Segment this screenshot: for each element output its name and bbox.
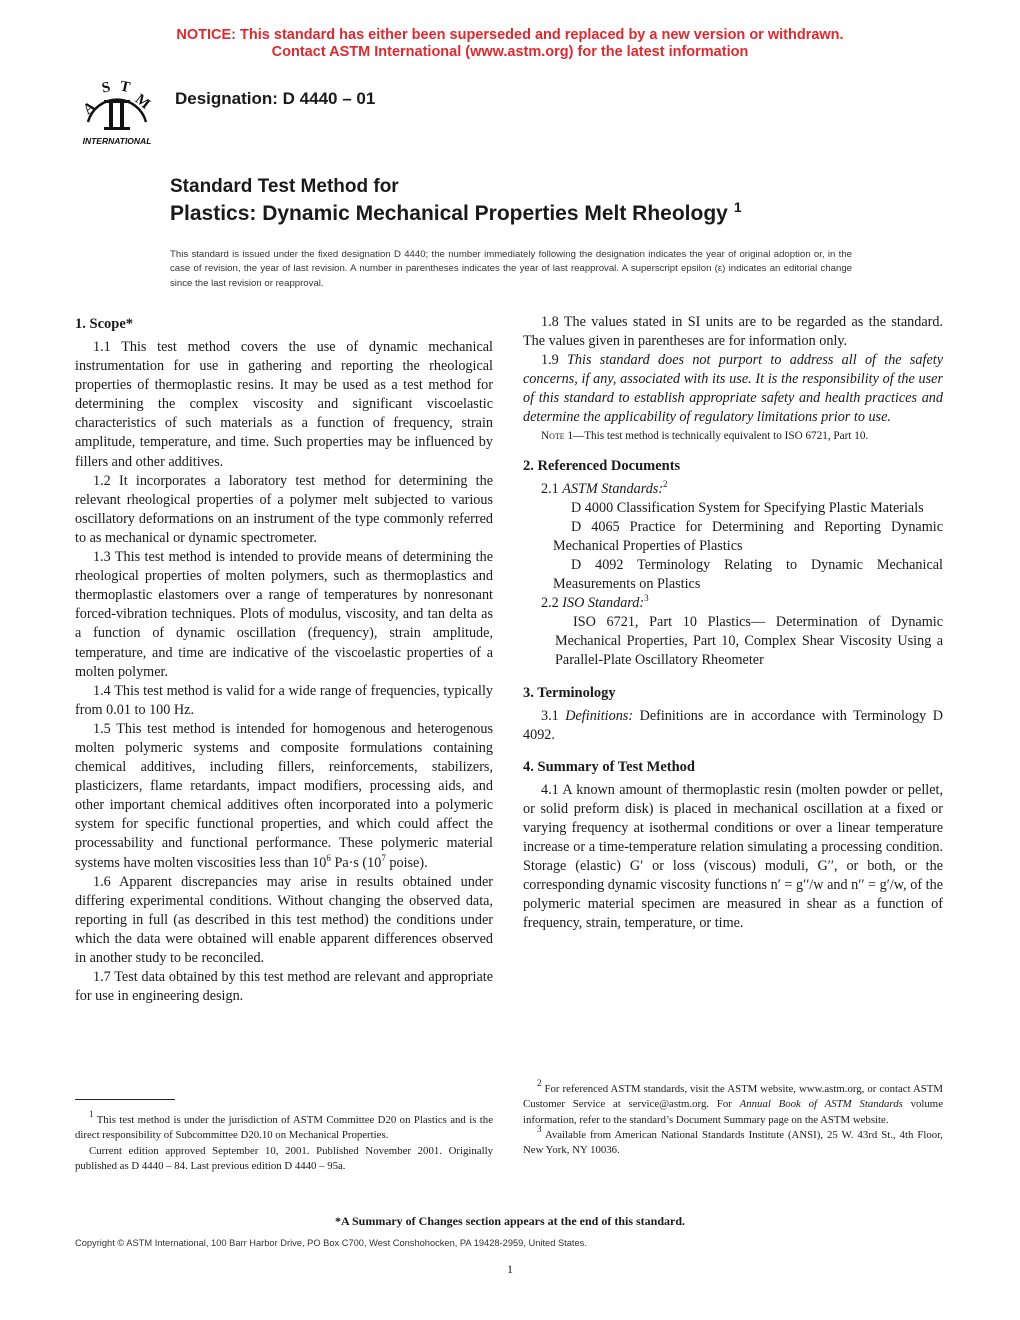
svg-text:M: M	[131, 91, 153, 113]
s22-title: ISO Standard:	[562, 595, 645, 612]
p15-text-a: 1.5 This test method is intended for homogenous and heterogenous molten polymeric systems and composite formulations containing chemical additives, including fillers, reinforcements, stabilizers, plasticizers, flame retardants, impact modifiers, processing aids, and other important chemical additives often incorporated into a polymeric system for specific functional properties, and which could affect the processability and functional performance. These polymeric material systems have molten viscosities less than 10	[75, 720, 493, 871]
fn2-text-b: volume information, refer to the standard’s Document Summary page on the ASTM website.	[523, 1098, 943, 1126]
note-text: 1—This test method is technically equivalent to ISO 6721, Part 10.	[564, 429, 869, 442]
s21-footnote-ref: 2	[663, 478, 668, 489]
subsection-2-1	[523, 480, 943, 499]
footnotes-right	[523, 1078, 943, 1158]
paragraph-1-3: 1.3 This test method is intended to provide means of determining the rheological properties of molten polymers, such as thermoplastics and thermoplastic elastomers over a range of temperatures by nonresonant forced-vibration techniques. Plots of modulus, viscosity, and tan delta as a function of dynamic oscillation (frequency), strain amplitude, temperature, and time are indicative of the viscoelastic properties of a molten polymer.	[75, 549, 493, 680]
fn1-number: 1	[89, 1109, 94, 1119]
footnotes-left	[75, 1109, 493, 1174]
paragraph-3-1	[523, 707, 943, 745]
svg-text:S: S	[100, 79, 112, 97]
p31-text: Definitions are in accordance with Terminology D 4092.	[523, 707, 944, 743]
summary-of-changes-note: *A Summary of Changes section appears at the end of this standard.	[334, 1214, 686, 1228]
title-line-2	[170, 199, 742, 226]
section-heading-referenced: 2. Referenced Documents	[523, 457, 681, 474]
section-heading-scope: 1. Scope*	[75, 316, 133, 332]
ref-d4065: D 4065 Practice for Determining and Reporting Dynamic Mechanical Properties of Plastics	[553, 518, 943, 554]
designation: Designation: D 4440 – 01	[175, 89, 376, 108]
s22-number: 2.2	[541, 595, 559, 612]
left-column	[75, 315, 493, 1006]
s22-footnote-ref: 3	[644, 593, 649, 604]
subsection-2-2	[523, 594, 943, 613]
p19-number: 1.9	[541, 352, 559, 369]
footnote-1-continued: Current edition approved September 10, 2001. Published November 2001. Originally published as D 4440 – 84. Last previous edition D 4440 – 95a.	[75, 1144, 493, 1172]
issued-note: This standard is issued under the fixed designation D 4440; the number immediately following the designation indicates the year of original adoption or, in the case of revision, the year of last revision. A number in parentheses indicates the year of last reapproval. A superscript epsilon (ε) indicates an editorial change since the last revision or reapproval.	[170, 249, 852, 289]
ref-d4000: D 4000 Classification System for Specifying Plastic Materials	[571, 499, 924, 516]
notice-line-1: NOTICE: This standard has either been superseded and replaced by a new version or withdrawn.	[176, 27, 844, 43]
ref-iso-6721: ISO 6721, Part 10 Plastics— Determination of Dynamic Mechanical Properties, Part 10, Complex Shear Viscosity Using a Parallel-Plate Oscillatory Rheometer	[555, 614, 943, 669]
s21-number: 2.1	[541, 480, 559, 497]
notice-line-2: Contact ASTM International (www.astm.org) for the latest information	[271, 44, 749, 60]
page-number: 1	[507, 1262, 513, 1276]
paragraph-4-1: 4.1 A known amount of thermoplastic resin (molten powder or pellet, or solid preform disk) is placed in mechanical oscillation at a fixed or varying frequency at isothermal conditions or over a linear temperature increase or a time-temperature relation simulating a processing condition. Storage (elastic) G′ or loss (viscous) moduli, G′′, or both, or the corresponding dynamic viscosity functions n′ = g′′/w and n′′ = g′/w, of the polymeric material specimen are measured in shear as a function of frequency, strain, temperature, or time.	[523, 781, 943, 932]
footnote-rule-left	[75, 1099, 175, 1100]
fn2-text-a: For referenced ASTM standards, visit the ASTM website, www.astm.org, or contact ASTM Customer Service at service@astm.org. For	[523, 1083, 943, 1111]
paragraph-1-2: 1.2 It incorporates a laboratory test method for determining the relevant rheological properties of a polymer melt subjected to various oscillatory deformations on an instrument of the type commonly referred to as mechanical or dynamic spectrometer.	[75, 472, 493, 546]
logo-letter: A	[80, 98, 99, 118]
section-heading-terminology: 3. Terminology	[523, 684, 616, 701]
paragraph-1-1: 1.1 This test method covers the use of dynamic mechanical instrumentation for use in gathering and reporting the rheological properties of thermoplastic resins. It may be used as a test method for determining the complex viscosity and significant viscoelastic characteristics of such materials as a function of frequency, strain amplitude, temperature, and time. Such properties may be influenced by fillers and other additives.	[75, 339, 493, 470]
note-1	[523, 428, 943, 444]
title-line-1: Standard Test Method for	[170, 176, 399, 197]
title-main: Plastics: Dynamic Mechanical Properties Melt Rheology	[170, 202, 728, 225]
paragraph-1-4: 1.4 This test method is valid for a wide range of frequencies, typically from 0.01 to 100 Hz.	[75, 682, 493, 718]
p15-text-b: Pa·s (10	[330, 854, 382, 871]
fn2-number: 2	[537, 1078, 542, 1088]
p31-number: 3.1	[541, 707, 559, 724]
copyright: Copyright © ASTM International, 100 Barr Harbor Drive, PO Box C700, West Conshohocken, PA 19428-2959, United States.	[75, 1238, 587, 1248]
footnote-3	[523, 1123, 943, 1159]
paragraph-1-8: 1.8 The values stated in SI units are to be regarded as the standard. The values given in parentheses are for information only.	[523, 314, 943, 350]
paragraph-1-9	[523, 351, 943, 427]
footnote-2	[523, 1078, 943, 1128]
notice-banner	[0, 27, 1020, 61]
section-heading-summary: 4. Summary of Test Method	[523, 758, 695, 775]
p15-text-c: poise).	[385, 854, 428, 871]
fn2-italic: Annual Book of ASTM Standards	[739, 1098, 903, 1111]
astm-logo	[76, 78, 158, 148]
fn1-text-a: This test method is under the jurisdiction of ASTM Committee D20 on Plastics and is the direct responsibility of Subcommittee D20.10 on Mechanical Properties.	[75, 1114, 493, 1142]
s21-title: ASTM Standards:	[562, 480, 664, 497]
svg-text:T: T	[118, 78, 132, 97]
p31-label: Definitions:	[565, 707, 634, 724]
fn3-number: 3	[537, 1123, 542, 1134]
fn3-text: Available from American National Standards Institute (ANSI), 25 W. 43rd St., 4th Floor, New York, NY 10036.	[523, 1128, 943, 1157]
p19-text: This standard does not purport to address all of the safety concerns, if any, associated with its use. It is the responsibility of the user of this standard to establish appropriate safety and health practices and determine the applicability of regulatory limitations prior to use.	[523, 352, 943, 426]
right-column	[523, 313, 943, 933]
paragraph-1-5	[75, 720, 493, 873]
title-footnote-ref: 1	[733, 199, 742, 215]
paragraph-1-6: 1.6 Apparent discrepancies may arise in results obtained under differing experimental conditions. Without changing the observed data, reporting in full (as described in this test method) the conditions under which the data were obtained will enable apparent differences observed in another study to be reconciled.	[75, 873, 493, 966]
paragraph-1-7: 1.7 Test data obtained by this test method are relevant and appropriate for use in engineering design.	[75, 969, 493, 1005]
ref-d4092: D 4092 Terminology Relating to Dynamic Mechanical Measurements on Plastics	[553, 556, 943, 593]
logo-subtitle: INTERNATIONAL	[82, 136, 152, 146]
p15-exp-2: 7	[381, 852, 386, 863]
p15-exp-1: 6	[326, 852, 331, 863]
footnote-1	[75, 1109, 493, 1144]
note-label: Note	[541, 429, 565, 442]
